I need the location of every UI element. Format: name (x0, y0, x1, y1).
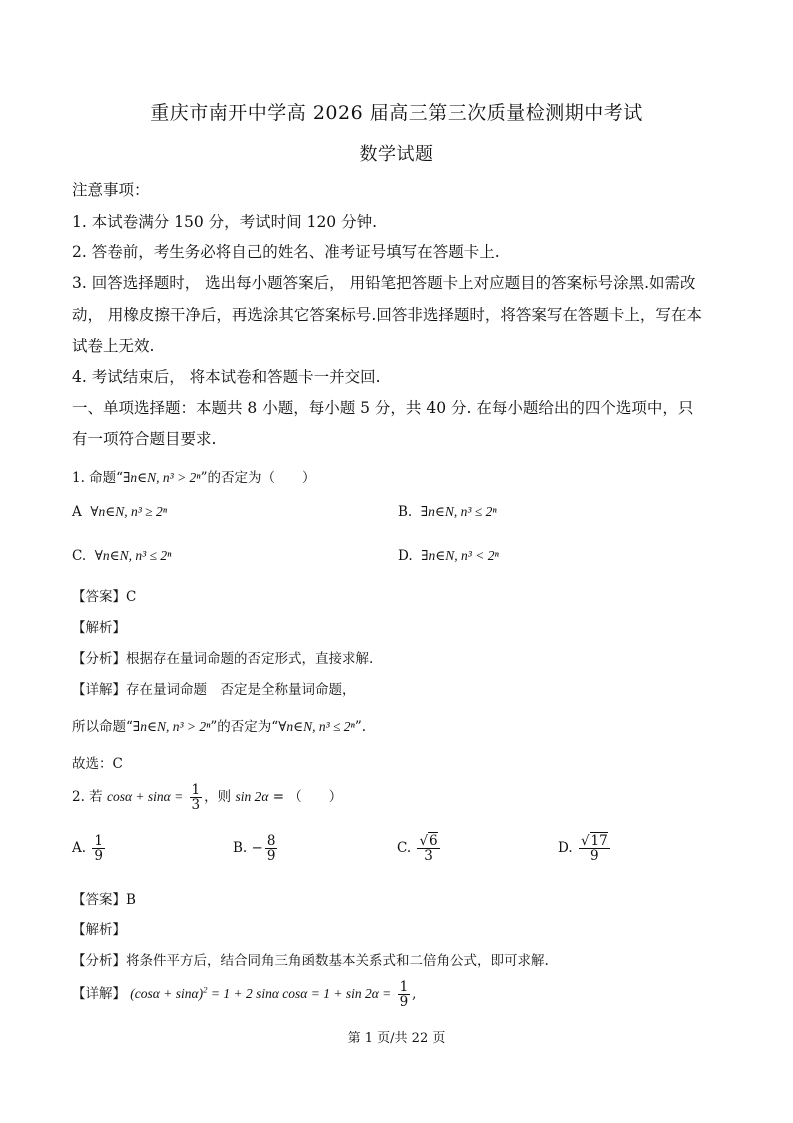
q2-option-b-frac (265, 834, 278, 863)
q1-choose: 故选：C (72, 756, 123, 772)
q2-option-a-num: 1 (94, 832, 103, 849)
q1-conclusion-stem: ∃n∈N, n³ > 2ⁿ (132, 719, 211, 734)
q1-option-d-math: ∃n∈N, n³ < 2ⁿ (421, 548, 499, 563)
q2-answer-value: B (126, 892, 136, 908)
q1-option-c-math: ∀n∈N, n³ ≤ 2ⁿ (94, 548, 172, 563)
note-2: 2. 答卷前，考生务必将自己的姓名、准考证号填写在答题卡上. (72, 243, 500, 261)
q1-answer (72, 585, 136, 605)
q2-option-d (558, 828, 612, 868)
q1-conclusion-prefix: 所以命题“ (72, 719, 133, 735)
q1-xiangjie (72, 678, 356, 698)
q2-fenxi-text: 将条件平方后，结合同角三角函数基本关系式和二倍角公式，即可求解. (126, 953, 549, 969)
q2-option-b-letter: B. (233, 840, 248, 856)
q2-ask: = （ ） (272, 789, 343, 805)
q2-option-a-den: 9 (94, 848, 103, 864)
q2-prefix: 2. 若 (72, 789, 103, 805)
q1-fenxi (72, 647, 373, 667)
q2-option-c-letter: C. (397, 840, 412, 856)
q1-suffix: ”的否定为（ ） (200, 470, 316, 486)
q2-answer (72, 888, 136, 908)
q1-xiangjie-tag: 【详解】 (72, 682, 126, 698)
q1-option-b (398, 504, 497, 520)
q2-given-rhs-den: 3 (191, 797, 201, 813)
q1-xiangjie-text: 存在量词命题 否定是全称量词命题， (126, 682, 356, 698)
q1-option-c (72, 548, 171, 564)
q2-option-d-den: 9 (590, 848, 599, 864)
q2-sin2a: sin 2α (235, 789, 269, 804)
q1-option-b-math: ∃n∈N, n³ ≤ 2ⁿ (420, 504, 497, 519)
q1-option-d-letter: D. (398, 548, 413, 564)
q2-given-rhs-num: 1 (191, 781, 201, 798)
q1-fenxi-text: 根据存在量词命题的否定形式，直接求解. (126, 651, 374, 667)
q1-option-d (398, 548, 499, 564)
note-3-line-3: 试卷上无效. (72, 337, 155, 355)
q1-conclusion (72, 715, 366, 735)
q1-fenxi-tag: 【分析】 (72, 651, 126, 667)
note-1: 1. 本试卷满分 150 分，考试时间 120 分钟. (72, 213, 378, 231)
q1-answer-tag: 【答案】 (72, 589, 126, 605)
q1-stem (72, 466, 315, 486)
q2-fenxi (72, 949, 549, 969)
q1-option-a (72, 504, 167, 520)
section-line-2: 有一项符合题目要求. (72, 430, 217, 448)
q1-option-b-letter: B. (398, 504, 413, 520)
q2-then: ，则 (204, 789, 232, 805)
q2-option-c-frac (417, 834, 439, 863)
q1-answer-value: C (126, 589, 137, 605)
q1-option-a-letter: A (72, 504, 82, 520)
page-subtitle: 数学试题 (359, 144, 434, 165)
q2-xiangjie-num: 1 (399, 978, 409, 995)
q2-option-b-den: 9 (266, 848, 276, 864)
q2-option-b-sign: − (251, 840, 263, 856)
q2-given-rhs (190, 783, 203, 812)
q2-option-d-num-wrap: √17 (580, 832, 608, 849)
q2-option-c (397, 828, 442, 868)
q1-conclusion-suffix: ”. (354, 719, 367, 735)
page-title: 重庆市南开中学高 2026 届高三第三次质量检测期中考试 (150, 102, 643, 124)
note-4: 4. 考试结束后， 将本试卷和答题卡一并交回. (72, 368, 381, 386)
q2-option-c-num-wrap: √6 (419, 832, 438, 849)
q2-option-c-num: 6 (429, 832, 438, 849)
notes-heading: 注意事项： (72, 181, 150, 199)
q2-xiangjie-tag: 【详解】 (72, 986, 126, 1002)
q2-option-a-letter: A. (72, 840, 87, 856)
q2-option-d-letter: D. (558, 840, 573, 856)
q2-option-a-frac (92, 834, 105, 863)
note-3-line-2: 动， 用橡皮擦干净后，再选涂其它答案标号.回答非选择题时，将答案写在答题卡上，写在本 (72, 306, 702, 324)
q2-answer-tag: 【答案】 (72, 892, 126, 908)
q2-analysis-tag: 【解析】 (72, 922, 126, 938)
q2-option-b-num: 8 (266, 832, 276, 849)
q2-fenxi-tag: 【分析】 (72, 953, 126, 969)
q1-option-c-letter: C. (72, 548, 87, 564)
q2-option-b (233, 828, 279, 868)
q2-given-lhs: cosα + sinα = (106, 789, 184, 804)
note-3-line-1: 3. 回答选择题时， 选出每小题答案后， 用铅笔把答题卡上对应题目的答案标号涂黑.如需改 (72, 274, 696, 292)
q1-conclusion-answer: ∀n∈N, n³ ≤ 2ⁿ (278, 719, 355, 734)
q1-stem-math: ∃n∈N, n³ > 2ⁿ (123, 470, 201, 485)
q2-xiangjie: 【详解】 $(\cos\alpha + \sin\alpha)^2 = 1 + 2$ sinα cosα = 1 + sin 2α = $\frac{1}{9}$ , (72, 978, 417, 1010)
q2-option-a (72, 828, 107, 868)
q1-analysis-tag: 【解析】 (72, 620, 126, 636)
q1-prefix: 1. 命题“ (72, 470, 124, 486)
q2-xiangjie-den: 9 (399, 994, 409, 1010)
section-line-1: 一、单项选择题：本题共 8 小题，每小题 5 分，共 40 分. 在每小题给出的四个选项中，只 (72, 399, 694, 417)
q1-option-a-math: ∀n∈N, n³ ≥ 2ⁿ (90, 504, 167, 519)
q2-option-d-num: 17 (590, 832, 608, 849)
q2-option-c-den: 3 (424, 848, 433, 864)
q2-xiangjie-expr: $(\cos\alpha + \sin\alpha)^2 = 1 + 2$ sinα cosα = 1 + sin 2α = (130, 984, 392, 1001)
q1-conclusion-mid: ”的否定为“ (210, 719, 279, 735)
q2-option-d-frac (579, 834, 610, 863)
q2-stem (72, 775, 342, 819)
page-footer: 第 1 页/共 22 页 (347, 1031, 446, 1046)
q2-xiangjie-frac (398, 980, 411, 1009)
